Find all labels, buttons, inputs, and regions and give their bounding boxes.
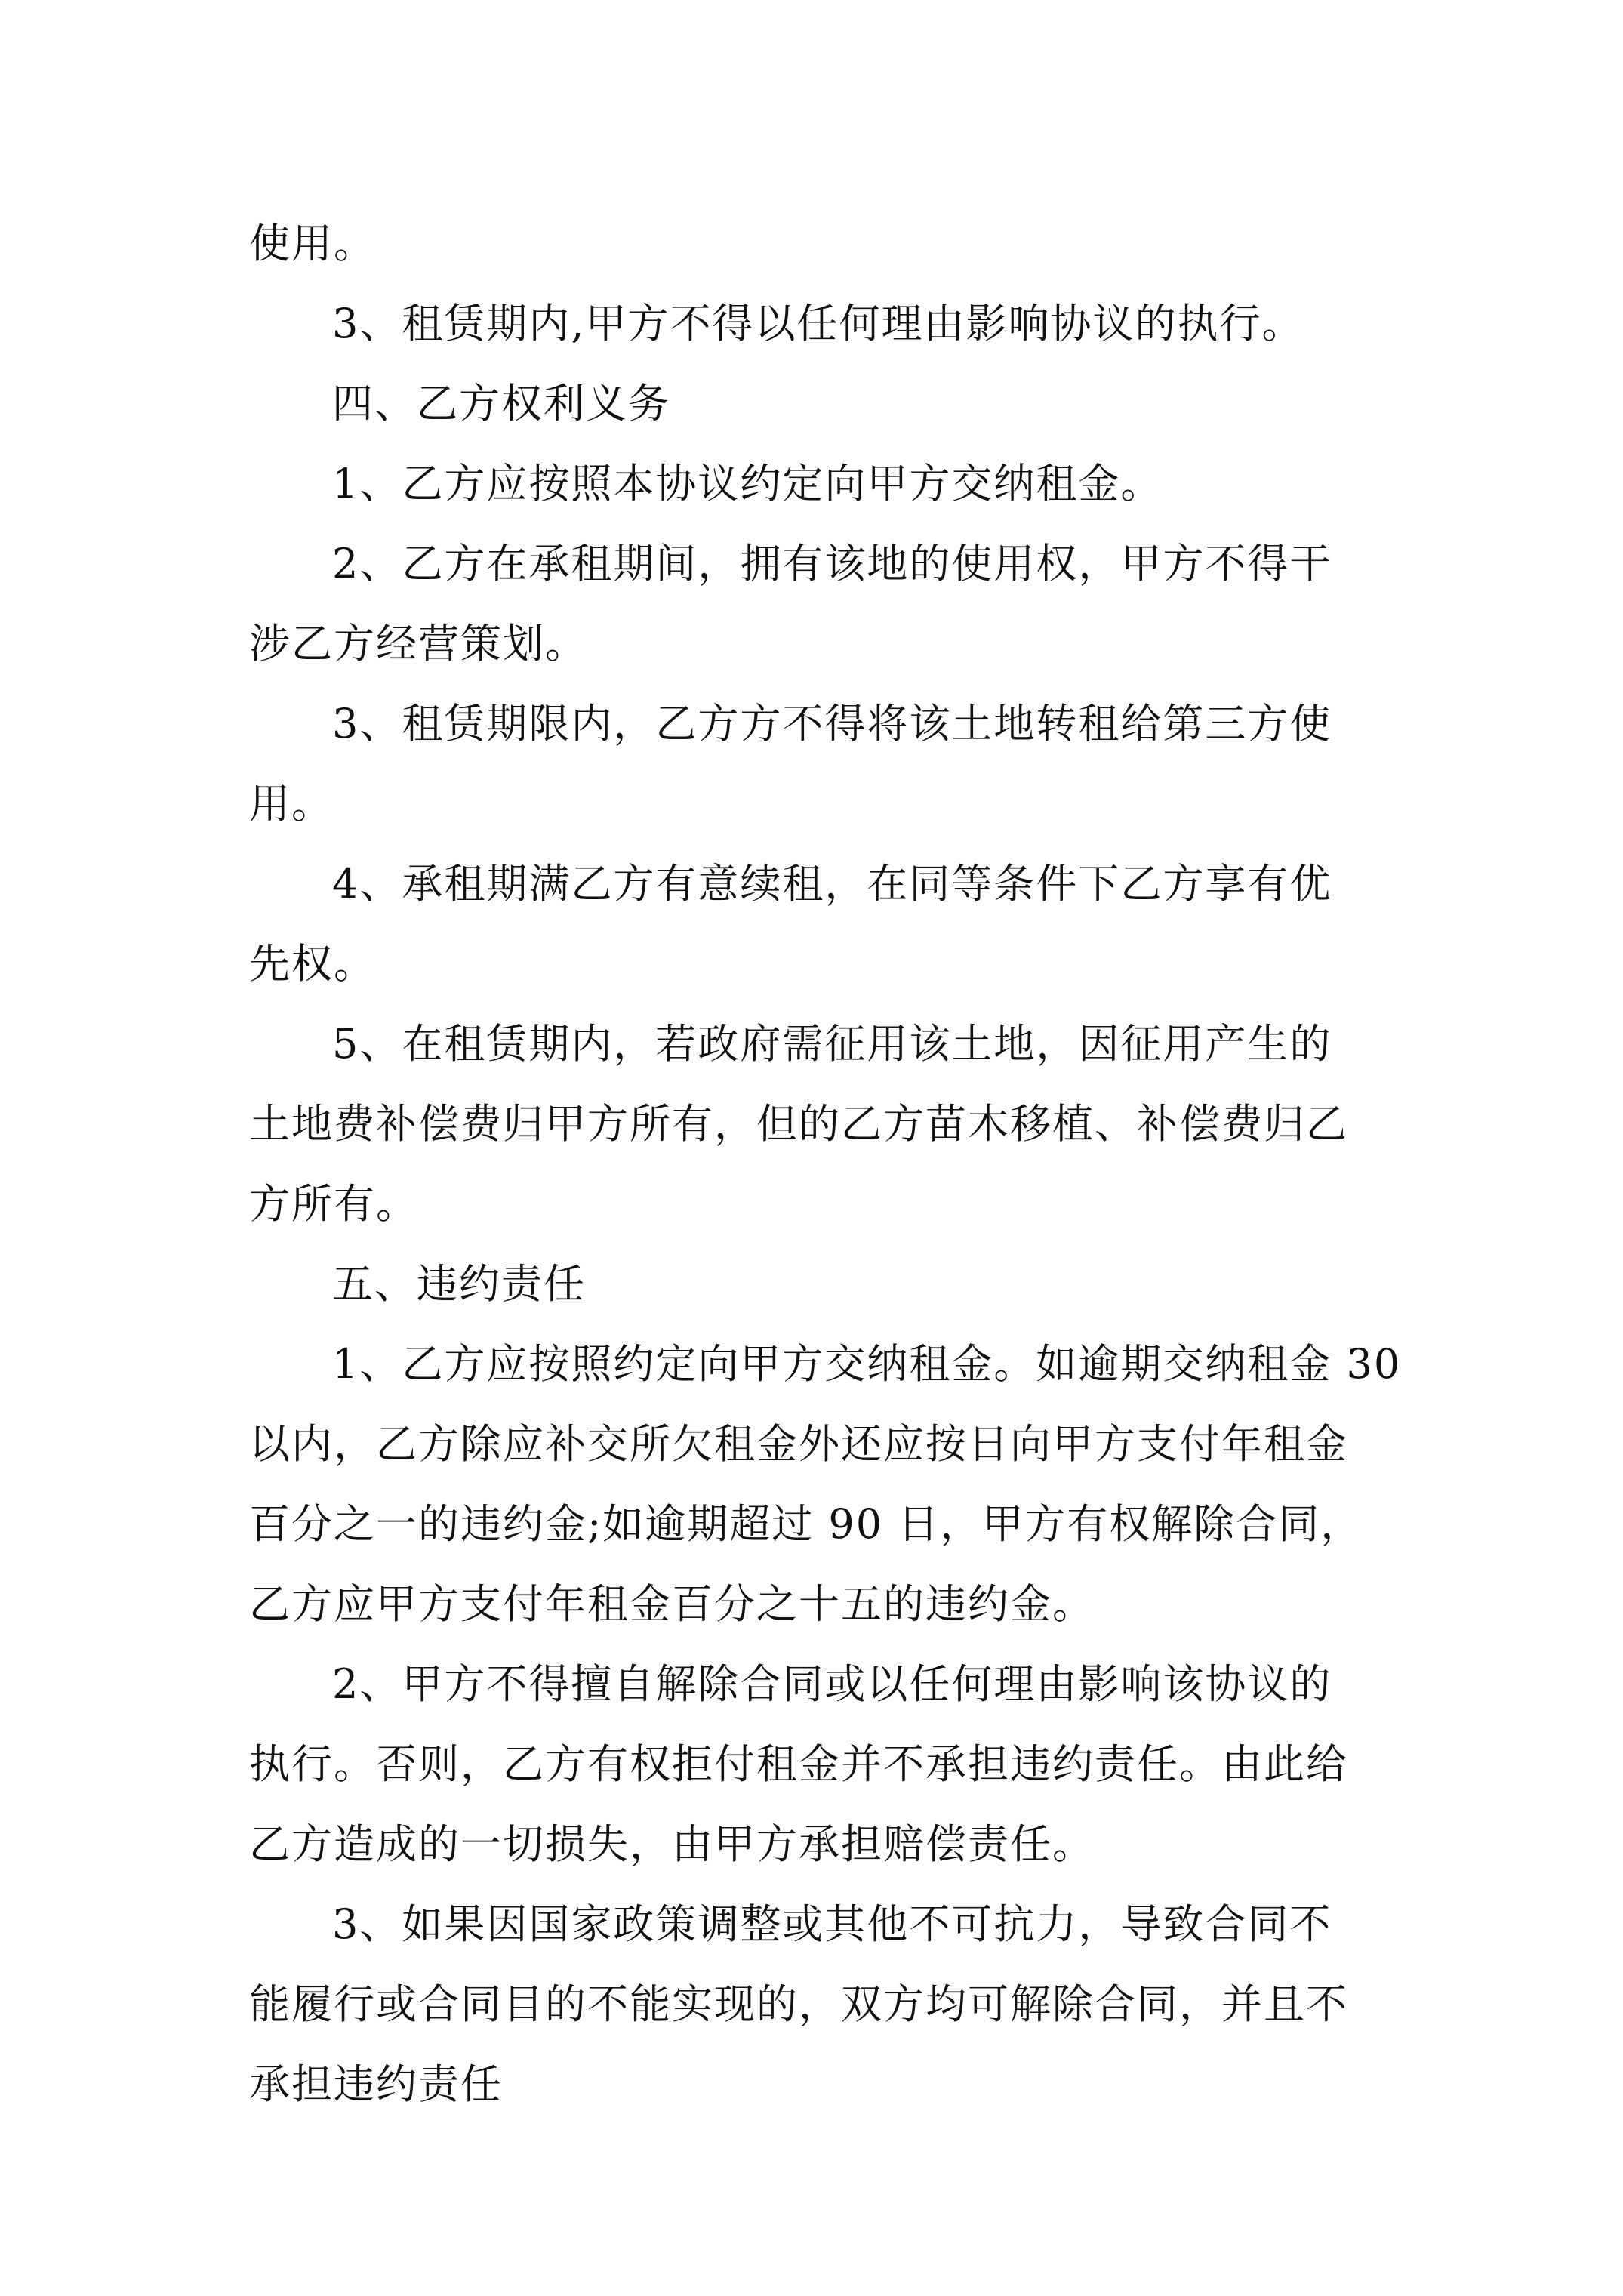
- text-line: 先权。: [249, 940, 376, 988]
- text-line: 执行。否则，乙方有权拒付租金并不承担违约责任。由此给: [249, 1740, 1348, 1788]
- section-heading: 五、违约责任: [332, 1260, 586, 1308]
- text-line: 能履行或合同目的不能实现的，双方均可解除合同，并且不: [249, 1980, 1348, 2028]
- text-line: 4、承租期满乙方有意续租，在同等条件下乙方享有优: [332, 860, 1332, 908]
- text-line: 2、乙方在承租期间，拥有该地的使用权，甲方不得干: [332, 540, 1332, 587]
- text-line: 使用。: [249, 220, 376, 267]
- text-line: 以内，乙方除应补交所欠租金外还应按日向甲方支付年租金: [249, 1420, 1348, 1468]
- text-line: 乙方造成的一切损失，由甲方承担赔偿责任。: [249, 1820, 1095, 1868]
- text-line: 方所有。: [249, 1180, 418, 1228]
- text-line: 承担违约责任: [249, 2060, 503, 2108]
- text-line: 土地费补偿费归甲方所有，但的乙方苗木移植、补偿费归乙: [249, 1100, 1348, 1148]
- text-line: 1、乙方应按照本协议约定向甲方交纳租金。: [332, 460, 1163, 507]
- text-line: 1、乙方应按照约定向甲方交纳租金。如逾期交纳租金 30: [332, 1340, 1402, 1388]
- text-line: 5、在租赁期内，若政府需征用该土地，因征用产生的: [332, 1020, 1332, 1068]
- text-line: 3、租赁期内,甲方不得以任何理由影响协议的执行。: [332, 300, 1304, 347]
- text-line: 3、租赁期限内，乙方方不得将该土地转租给第三方使: [332, 700, 1332, 747]
- text-line: 用。: [249, 780, 334, 827]
- text-line: 2、甲方不得擅自解除合同或以任何理由影响该协议的: [332, 1660, 1332, 1708]
- section-heading: 四、乙方权利义务: [332, 380, 670, 427]
- text-line: 乙方应甲方支付年租金百分之十五的违约金。: [249, 1580, 1095, 1628]
- document-body: [249, 204, 1412, 2125]
- text-line: 3、如果因国家政策调整或其他不可抗力，导致合同不: [332, 1900, 1332, 1948]
- text-line: 涉乙方经营策划。: [249, 620, 587, 667]
- text-line: 百分之一的违约金;如逾期超过 90 日，甲方有权解除合同，: [249, 1500, 1363, 1548]
